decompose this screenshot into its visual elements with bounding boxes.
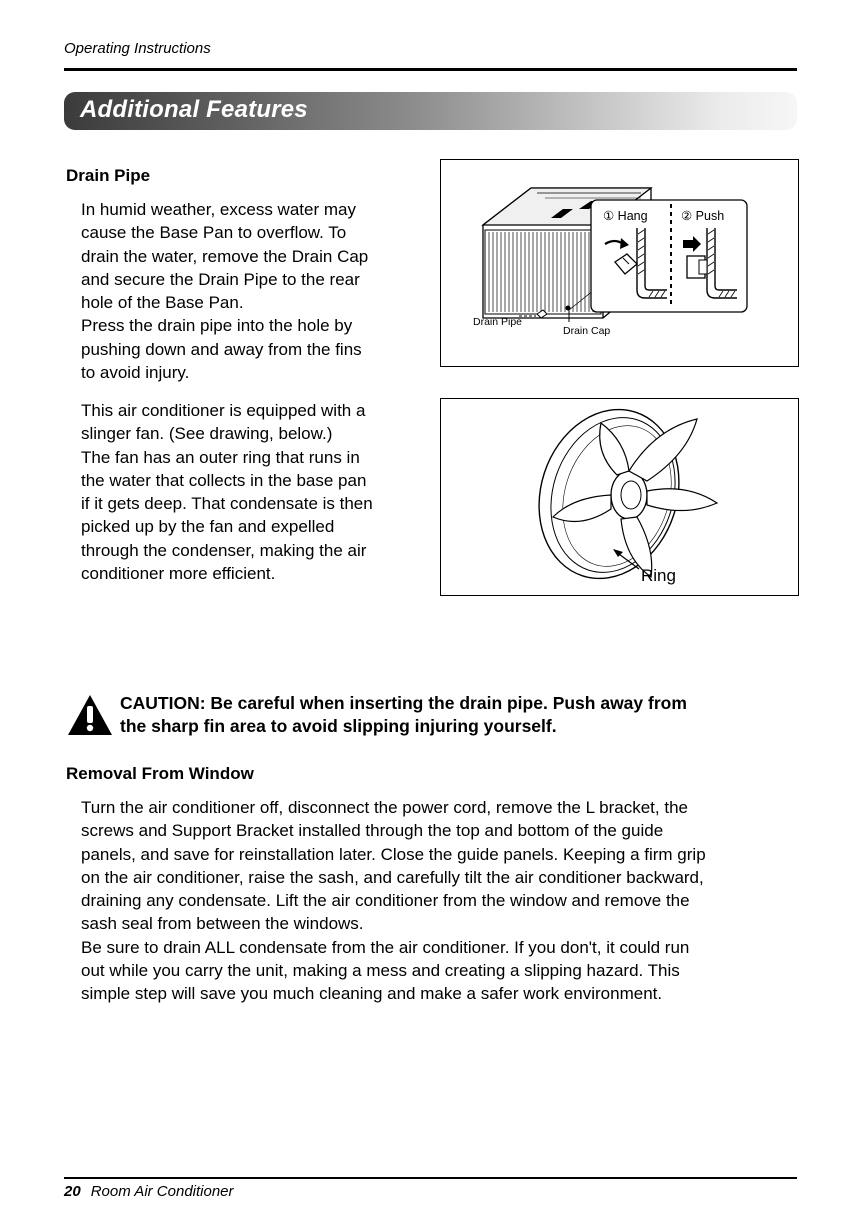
text-line: The fan has an outer ring that runs in [81, 447, 360, 467]
text-line: Turn the air conditioner off, disconnect the power cord, remove the L bracket, the [81, 798, 688, 817]
drain-cap-label: Drain Cap [563, 325, 611, 337]
text-line: picked up by the fan and expelled [81, 517, 335, 537]
text-line: Be sure to drain ALL condensate from the air conditioner. If you don't, it could run [81, 937, 690, 957]
text-line: and secure the Drain Pipe to the rear [81, 269, 360, 289]
text-line: panels, and save for reinstallation later. Close the guide panels. Keeping a firm grip [81, 844, 706, 864]
removal-paragraph [81, 796, 801, 1006]
text-line: if it gets deep. That condensate is then [81, 494, 373, 514]
text-line: In humid weather, excess water may [81, 200, 356, 219]
text-line: on the air conditioner, raise the sash, and carefully tilt the air conditioner backward, [81, 867, 704, 887]
drain-pipe-heading: Drain Pipe [66, 166, 151, 185]
footer-rule [64, 1177, 797, 1179]
footer-title: Room Air Conditioner [90, 1183, 234, 1200]
section-banner [64, 92, 797, 130]
caution-line: the sharp fin area to avoid slipping injuring yourself. [120, 716, 557, 736]
text-line: draining any condensate. Lift the air conditioner from the window and remove the [81, 891, 690, 911]
slinger-fan-figure [440, 398, 799, 596]
drain-pipe-paragraph-2 [81, 399, 436, 585]
text-line: slinger fan. (See drawing, below.) [81, 424, 333, 444]
text-line: hole of the Base Pan. [81, 293, 244, 313]
drain-pipe-label: Drain Pipe [473, 316, 523, 328]
text-line: out while you carry the unit, making a mess and creating a slipping hazard. This [81, 961, 680, 981]
drain-pipe-figure [440, 159, 799, 367]
drain-pipe-illustration [441, 160, 798, 366]
warning-icon [67, 694, 113, 736]
page-footer [64, 1183, 234, 1200]
text-line: conditioner more efficient. [81, 564, 276, 584]
push-label: ② Push [681, 209, 725, 223]
text-line: cause the Base Pan to overflow. To [81, 223, 347, 243]
ring-label: Ring [641, 566, 676, 585]
slinger-fan-illustration [441, 399, 798, 595]
removal-heading: Removal From Window [66, 764, 254, 783]
text-line: Press the drain pipe into the hole by [81, 316, 353, 336]
text-line: sash seal from between the windows. [81, 914, 364, 934]
text-line: simple step will save you much cleaning and make a safer work environment. [81, 984, 663, 1004]
header-section-label: Operating Instructions [64, 40, 211, 57]
hang-label: ① Hang [603, 209, 648, 223]
text-line: screws and Support Bracket installed through the top and bottom of the guide [81, 821, 664, 841]
page-number: 20 [64, 1183, 81, 1200]
text-line: to avoid injury. [81, 363, 190, 383]
text-line: This air conditioner is equipped with a [81, 401, 366, 420]
text-line: through the condenser, making the air [81, 540, 367, 560]
text-line: the water that collects in the base pan [81, 470, 367, 490]
text-line: pushing down and away from the fins [81, 339, 362, 359]
header-rule [64, 68, 797, 71]
drain-pipe-paragraph-1 [81, 198, 431, 384]
banner-title: Additional Features [80, 96, 308, 123]
text-line: drain the water, remove the Drain Cap [81, 246, 369, 266]
caution-line: CAUTION: Be careful when inserting the drain pipe. Push away from [120, 693, 687, 713]
caution-notice [120, 692, 800, 738]
